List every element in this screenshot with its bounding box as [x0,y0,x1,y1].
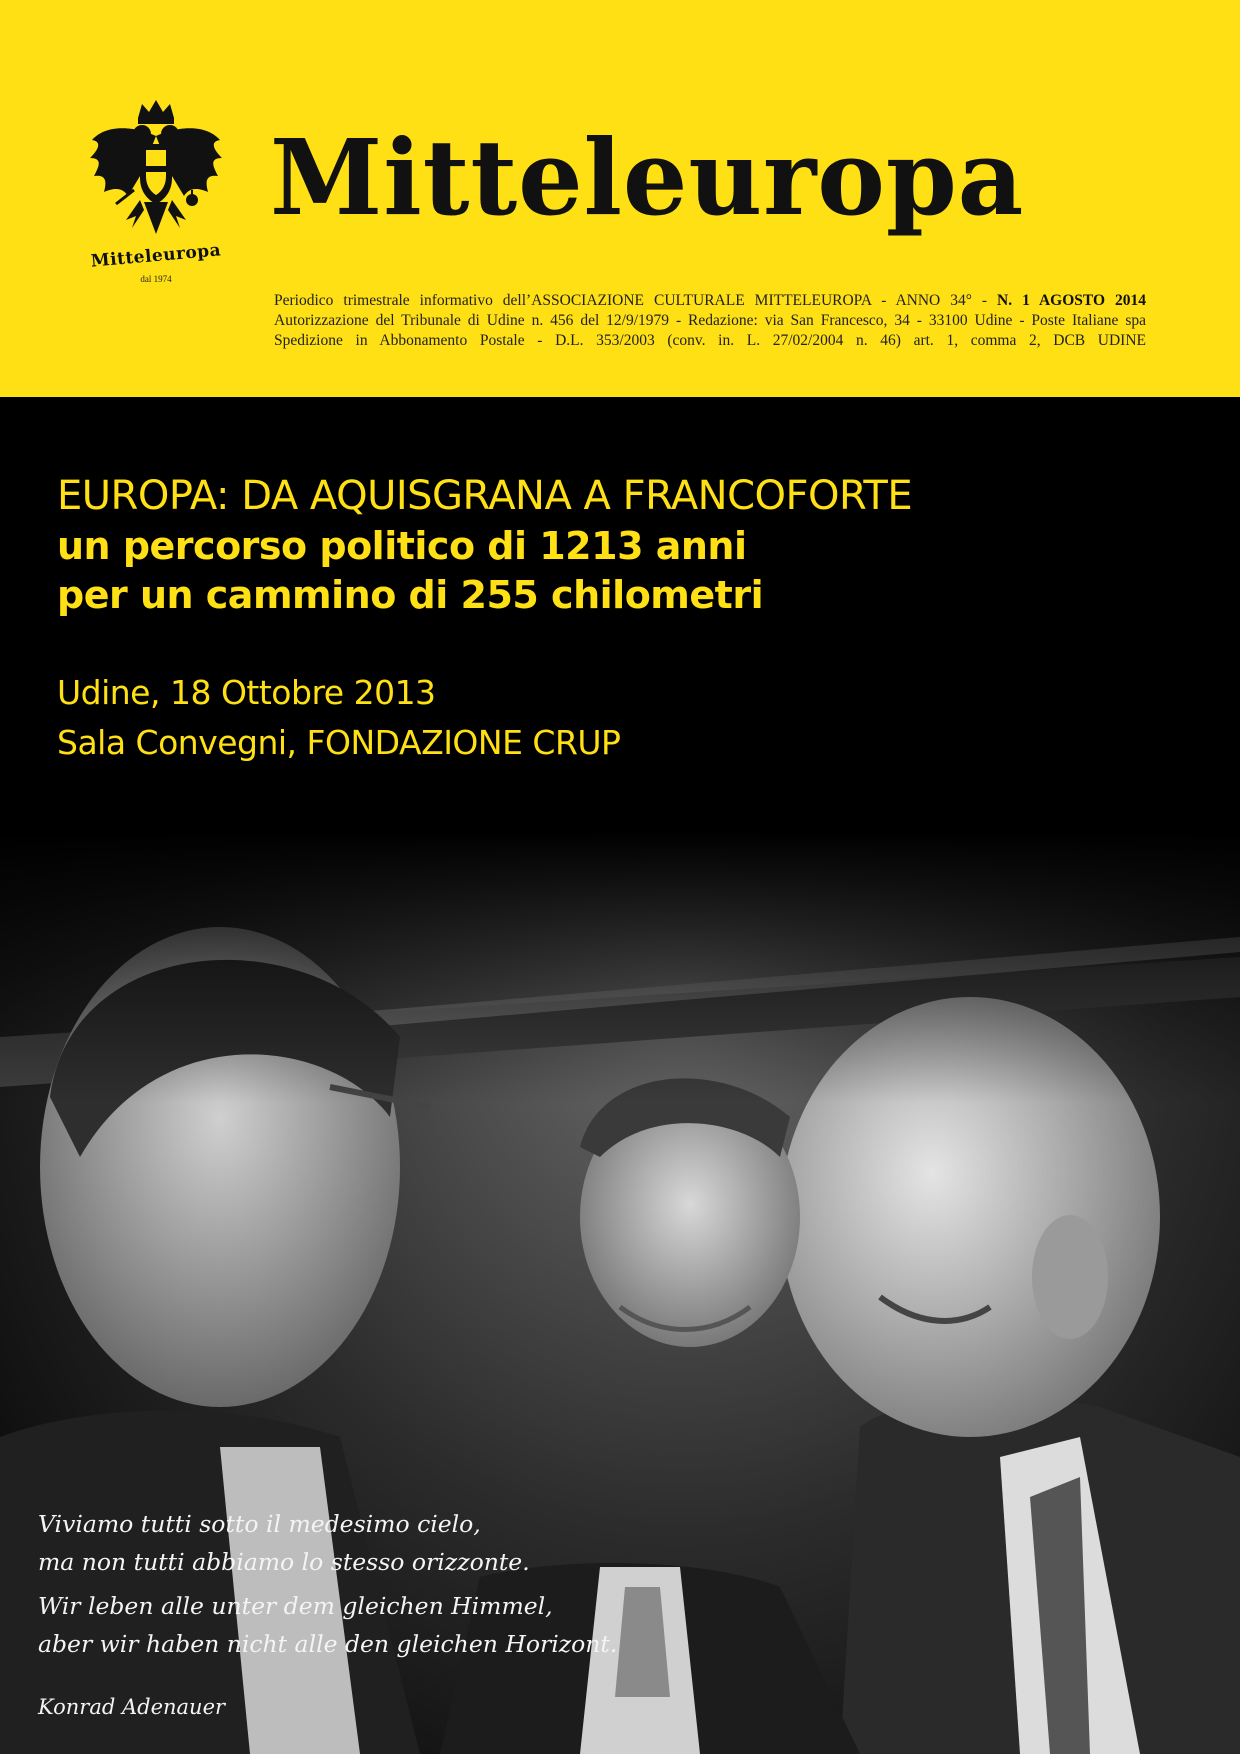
headline-line-1: EUROPA: DA AQUISGRANA A FRANCOFORTE [57,473,913,519]
crest-since: dal 1974 [140,274,172,284]
quote-author: Konrad Adenauer [38,1695,226,1719]
publication-info-line-2: Autorizzazione del Tribunale di Udine n. 456 del 12/9/1979 - Redazione: via San Francesco, 34 - 33100 Udine - Poste Italiane spa [274,312,1146,329]
headline-line-2: un percorso politico di 1213 anni [57,524,747,568]
crest-label: Mitteleuropa [90,240,222,272]
cover-headline [57,470,1157,620]
quote-german-line-2: aber wir haben nicht alle den gleichen Horizont. [38,1630,618,1658]
issue-number: N. 1 AGOSTO 2014 [997,292,1146,309]
masthead [0,0,1240,397]
quote-italian-line-1: Viviamo tutti sotto il medesimo cielo, [38,1510,481,1538]
crest-logo [86,96,226,292]
event-info [57,668,957,768]
quote-german-line-1: Wir leben alle unter dem gleichen Himmel, [38,1592,553,1620]
publication-info-line-3: Spedizione in Abbonamento Postale - D.L. 353/2003 (conv. in. L. 27/02/2004 n. 46) art. 1, comma 2, DCB UDINE [274,332,1146,349]
publication-info [274,291,1146,351]
magazine-title: Mitteleuropa [270,116,1025,239]
event-venue: Sala Convegni, FONDAZIONE CRUP [57,723,621,762]
double-headed-eagle-crest-icon [86,96,226,246]
quote [38,1505,798,1663]
event-place-date: Udine, 18 Ottobre 2013 [57,673,436,712]
publication-info-line-1 [274,291,1146,311]
publication-info-text: Periodico trimestrale informativo dell’ASSOCIAZIONE CULTURALE MITTELEUROPA - ANNO 34° - [274,292,998,309]
quote-italian-line-2: ma non tutti abbiamo lo stesso orizzonte. [38,1548,530,1576]
headline-line-3: per un cammino di 255 chilometri [57,573,764,617]
